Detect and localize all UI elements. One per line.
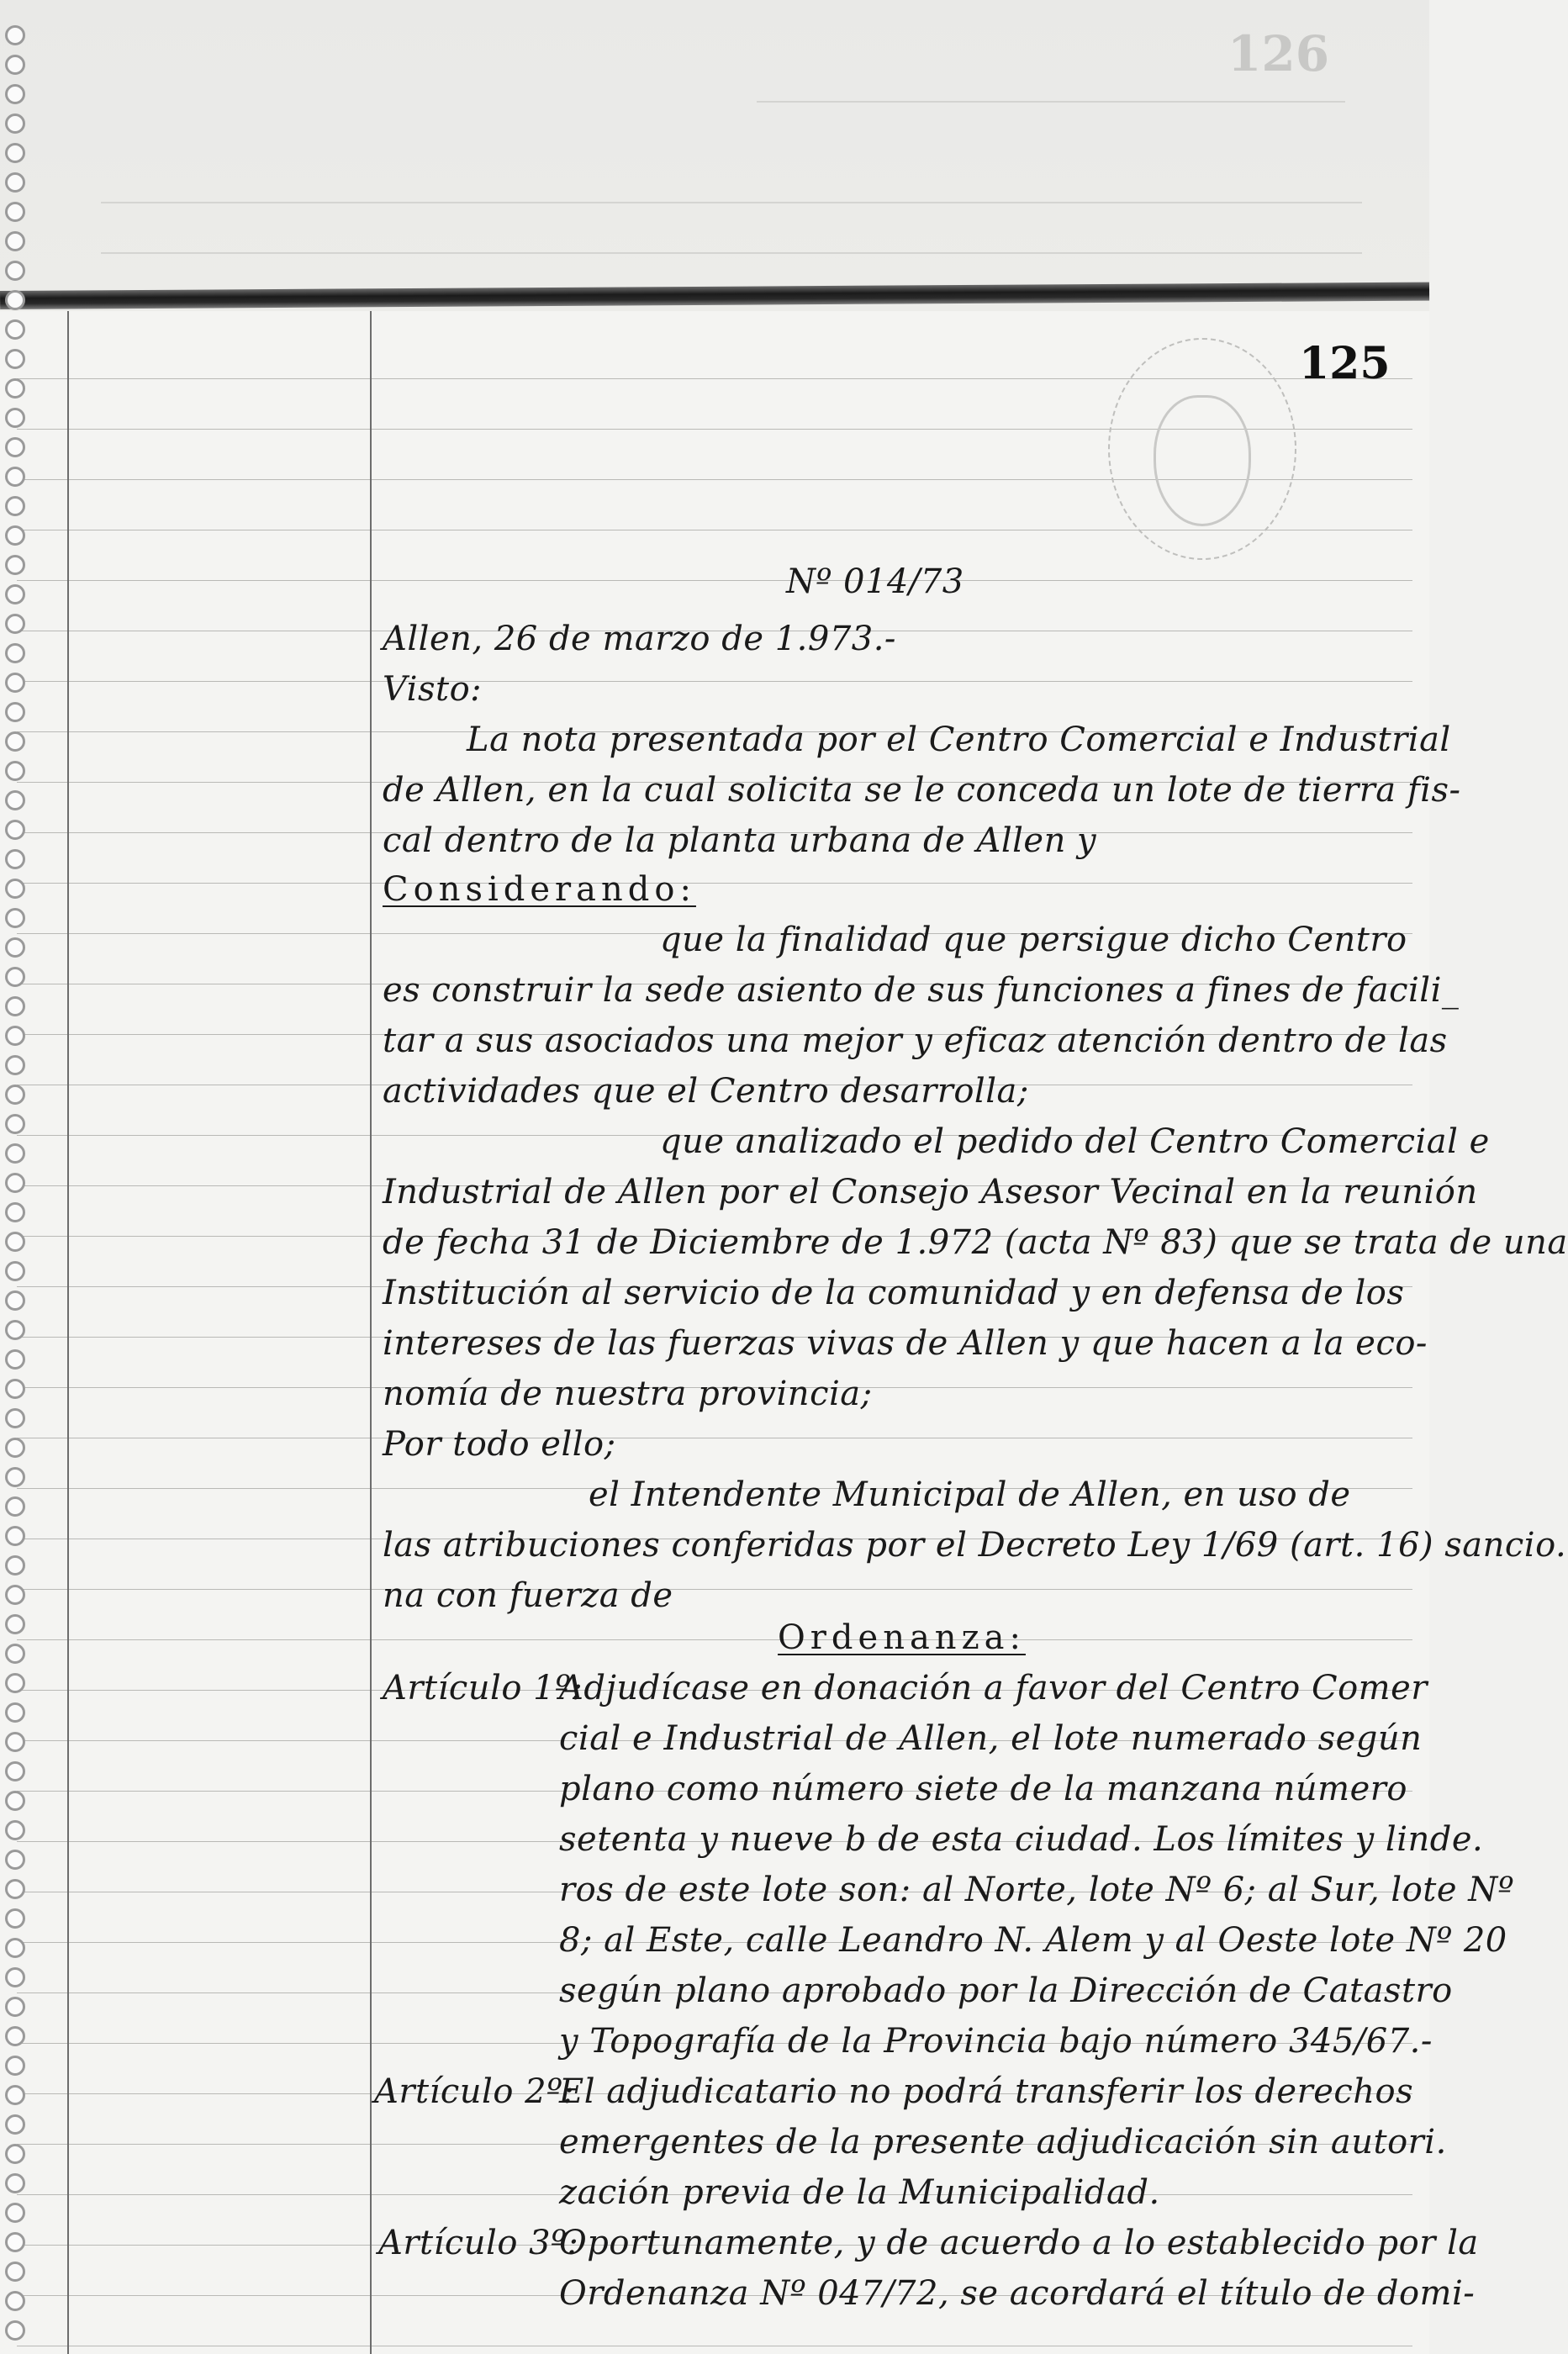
binder-hole xyxy=(5,2114,25,2135)
binder-hole xyxy=(5,319,25,340)
binder-hole xyxy=(5,378,25,398)
binder-hole xyxy=(5,731,25,752)
binder-hole xyxy=(5,1408,25,1428)
binder-hole xyxy=(5,113,25,134)
binder-hole xyxy=(5,1850,25,1870)
ordinance-date: Allen, 26 de marzo de 1.973.- xyxy=(383,620,896,658)
binder-hole xyxy=(5,2085,25,2105)
ruled-line xyxy=(17,883,1412,884)
binder-hole xyxy=(5,1114,25,1134)
ghost-rule xyxy=(757,101,1345,103)
considerando-line: Institución al servicio de la comunidad y en defensa de los xyxy=(383,1274,1405,1312)
articulo-3-label: Artículo 3º: xyxy=(378,2224,579,2262)
binder-hole xyxy=(5,408,25,428)
considerando-line: de fecha 31 de Diciembre de 1.972 (acta Nº 83) que se trata de una xyxy=(383,1223,1568,1262)
binder-hole xyxy=(5,673,25,693)
articulo-2-line: zación previa de la Municipalidad. xyxy=(559,2173,1160,2212)
binder-hole xyxy=(5,1496,25,1517)
ghost-folio-number: 126 xyxy=(1227,25,1330,82)
articulo-1-line: según plano aprobado por la Dirección de Catastro xyxy=(559,1971,1453,2010)
binder-hole xyxy=(5,1379,25,1399)
binder-hole xyxy=(5,908,25,928)
binder-hole xyxy=(5,1879,25,1899)
binder-hole xyxy=(5,1997,25,2017)
binder-hole xyxy=(5,2173,25,2193)
binder-hole xyxy=(5,2232,25,2252)
articulo-2-label: Artículo 2º: xyxy=(374,2072,575,2111)
binder-hole xyxy=(5,643,25,663)
articulo-3-line: Oportunamente, y de acuerdo a lo establecido por la xyxy=(559,2224,1479,2262)
por-todo-ello: Por todo ello; xyxy=(383,1425,616,1464)
binder-hole xyxy=(5,1143,25,1164)
articulo-1-line: y Topografía de la Provincia bajo número 345/67.- xyxy=(559,2022,1433,2061)
visto-heading: Visto: xyxy=(383,670,483,709)
binder-hole xyxy=(5,1438,25,1458)
binder-hole xyxy=(5,937,25,958)
binder-hole xyxy=(5,1085,25,1105)
considerando-line: nomía de nuestra provincia; xyxy=(383,1375,873,1413)
visto-line: La nota presentada por el Centro Comercial e Industrial xyxy=(467,720,1451,759)
binder-hole xyxy=(5,290,25,310)
considerando-line: tar a sus asociados una mejor y eficaz atención dentro de las xyxy=(383,1021,1448,1060)
binder-hole xyxy=(5,349,25,369)
intendente-line: las atribuciones conferidas por el Decreto Ley 1/69 (art. 16) sancio. xyxy=(383,1526,1567,1565)
binder-hole xyxy=(5,525,25,546)
binder-hole xyxy=(5,1320,25,1340)
binder-hole xyxy=(5,2203,25,2223)
ghost-rule xyxy=(101,202,1362,203)
binder-hole xyxy=(5,555,25,575)
binder-hole xyxy=(5,820,25,840)
binder-hole xyxy=(5,1202,25,1222)
binder-hole xyxy=(5,2056,25,2076)
binder-hole xyxy=(5,1585,25,1605)
considerando-line: intereses de las fuerzas vivas de Allen y que hacen a la eco- xyxy=(383,1324,1428,1363)
binder-hole xyxy=(5,790,25,810)
binder-hole xyxy=(5,614,25,634)
considerando-line: que analizado el pedido del Centro Comercial e xyxy=(660,1122,1490,1161)
binder-hole xyxy=(5,584,25,604)
articulo-3-line: Ordenanza Nº 047/72, se acordará el título de domi- xyxy=(559,2274,1476,2313)
previous-sheet-bleed xyxy=(0,0,1429,311)
visto-line: cal dentro de la planta urbana de Allen y xyxy=(383,821,1097,860)
binder-hole xyxy=(5,172,25,193)
articulo-1-line: plano como número siete de la manzana número xyxy=(559,1770,1407,1808)
binder-hole xyxy=(5,1614,25,1634)
binder-hole xyxy=(5,996,25,1016)
binder-hole xyxy=(5,496,25,516)
ruled-line xyxy=(17,1589,1412,1590)
ghost-rule xyxy=(101,252,1362,254)
binder-hole xyxy=(5,2320,25,2341)
folio-number: 125 xyxy=(1299,338,1391,389)
ordinance-number: Nº 014/73 xyxy=(786,562,964,601)
considerando-line: actividades que el Centro desarrolla; xyxy=(383,1072,1029,1111)
considerando-line: Industrial de Allen por el Consejo Asesor Vecinal en la reunión xyxy=(383,1173,1478,1211)
considerando-line: que la finalidad que persigue dicho Centro xyxy=(660,921,1407,959)
binder-hole xyxy=(5,702,25,722)
binder-hole xyxy=(5,437,25,457)
binder-hole xyxy=(5,2144,25,2164)
binder-hole xyxy=(5,1644,25,1664)
binder-hole xyxy=(5,1791,25,1811)
binder-hole xyxy=(5,1173,25,1193)
binder-hole xyxy=(5,1290,25,1311)
considerando-line: es construir la sede asiento de sus funciones a fines de facili_ xyxy=(383,971,1460,1010)
binder-hole xyxy=(5,1349,25,1370)
outer-margin-line xyxy=(67,311,69,2354)
ruled-line xyxy=(17,580,1412,581)
binder-hole xyxy=(5,143,25,163)
binder-hole xyxy=(5,1908,25,1929)
binder-hole xyxy=(5,202,25,222)
binder-hole xyxy=(5,2291,25,2311)
binder-hole xyxy=(5,761,25,781)
intendente-line: el Intendente Municipal de Allen, en uso de xyxy=(589,1475,1351,1514)
binder-hole xyxy=(5,1820,25,1840)
considerando-heading: Considerando: xyxy=(383,870,696,909)
articulo-1-line: Adjudícase en donación a favor del Centro Comer xyxy=(559,1669,1428,1707)
binder-hole xyxy=(5,1261,25,1281)
visto-line: de Allen, en la cual solicita se le conceda un lote de tierra fis- xyxy=(383,771,1461,810)
binder-hole xyxy=(5,1732,25,1752)
articulo-1-line: cial e Industrial de Allen, el lote numerado según xyxy=(559,1719,1423,1758)
ordenanza-heading: Ordenanza: xyxy=(778,1618,1026,1657)
binder-hole xyxy=(5,1938,25,1958)
intendente-line: na con fuerza de xyxy=(383,1576,673,1615)
binder-hole xyxy=(5,467,25,487)
articulo-1-label: Artículo 1º: xyxy=(383,1669,583,1707)
articulo-1-line: 8; al Este, calle Leandro N. Alem y al Oeste lote Nº 20 xyxy=(559,1921,1507,1960)
binder-hole xyxy=(5,1467,25,1487)
inner-margin-line xyxy=(370,311,372,2354)
binder-hole xyxy=(5,84,25,104)
seal-emblem xyxy=(1154,395,1251,526)
binder-hole xyxy=(5,25,25,45)
binder-hole xyxy=(5,261,25,281)
binder-hole xyxy=(5,2026,25,2046)
binder-hole xyxy=(5,1967,25,1987)
articulo-1-line: setenta y nueve b de esta ciudad. Los límites y linde. xyxy=(559,1820,1484,1859)
binder-hole xyxy=(5,1026,25,1046)
binder-hole xyxy=(5,1555,25,1575)
binder-hole xyxy=(5,1526,25,1546)
articulo-2-line: emergentes de la presente adjudicación sin autori. xyxy=(559,2123,1447,2161)
binder-hole xyxy=(5,1673,25,1693)
articulo-1-line: ros de este lote son: al Norte, lote Nº 6; al Sur, lote Nº xyxy=(559,1871,1515,1909)
binder-hole xyxy=(5,1232,25,1252)
binder-hole xyxy=(5,231,25,251)
binder-hole xyxy=(5,879,25,899)
articulo-2-line: El adjudicatario no podrá transferir los derechos xyxy=(559,2072,1414,2111)
binder-hole xyxy=(5,1761,25,1781)
binder-hole xyxy=(5,1702,25,1723)
binder-holes xyxy=(5,25,34,2346)
binder-hole xyxy=(5,2262,25,2282)
binder-hole xyxy=(5,1055,25,1075)
binder-hole xyxy=(5,55,25,75)
ruled-line xyxy=(17,1639,1412,1640)
binder-hole xyxy=(5,849,25,869)
ruled-line xyxy=(17,681,1412,682)
binder-hole xyxy=(5,967,25,987)
